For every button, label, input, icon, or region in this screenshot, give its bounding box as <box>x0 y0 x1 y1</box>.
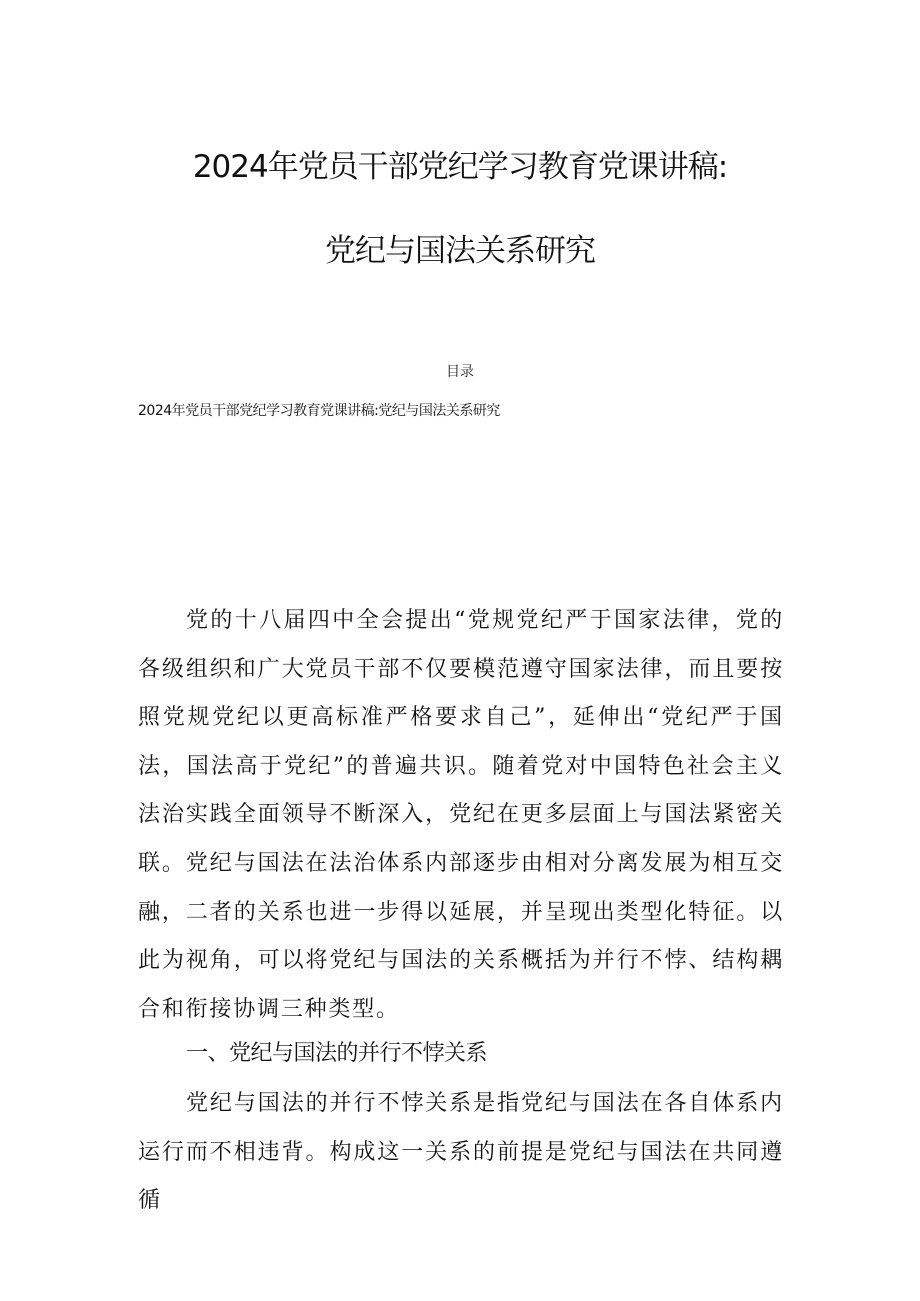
document-title-line-2: 党纪与国法关系研究 <box>325 233 595 269</box>
body-paragraph-1: 党的十八届四中全会提出“党规党纪严于国家法律，党的各级组织和广大党员干部不仅要模范遵守国家法律，而且要按照党规党纪以更高标准严格要求自己”，延伸出“党纪严于国法，国法高于党纪”的普遍共识。随着党对中国特色社会主义法治实践全面领导不断深入，党纪在更多层面上与国法紧密关联。党纪与国法在法治体系内部逐步由相对分离发展为相互交融，二者的关系也进一步得以延展，并呈现出类型化特征。以此为视角，可以将党纪与国法的关系概括为并行不悖、结构耦合和衔接协调三种类型。 <box>138 608 784 1022</box>
section-heading-1: 一、党纪与国法的并行不悖关系 <box>186 1041 488 1066</box>
table-of-contents-heading: 目录 <box>446 364 474 380</box>
toc-entry[interactable]: 2024年党员干部党纪学习教育党课讲稿:党纪与国法关系研究 <box>138 403 500 419</box>
body-paragraph-2: 党纪与国法的并行不悖关系是指党纪与国法在各自体系内运行而不相违背。构成这一关系的前提是党纪与国法在共同遵循 <box>138 1091 784 1214</box>
document-title-line-1: 2024年党员干部党纪学习教育党课讲稿: <box>192 149 728 185</box>
